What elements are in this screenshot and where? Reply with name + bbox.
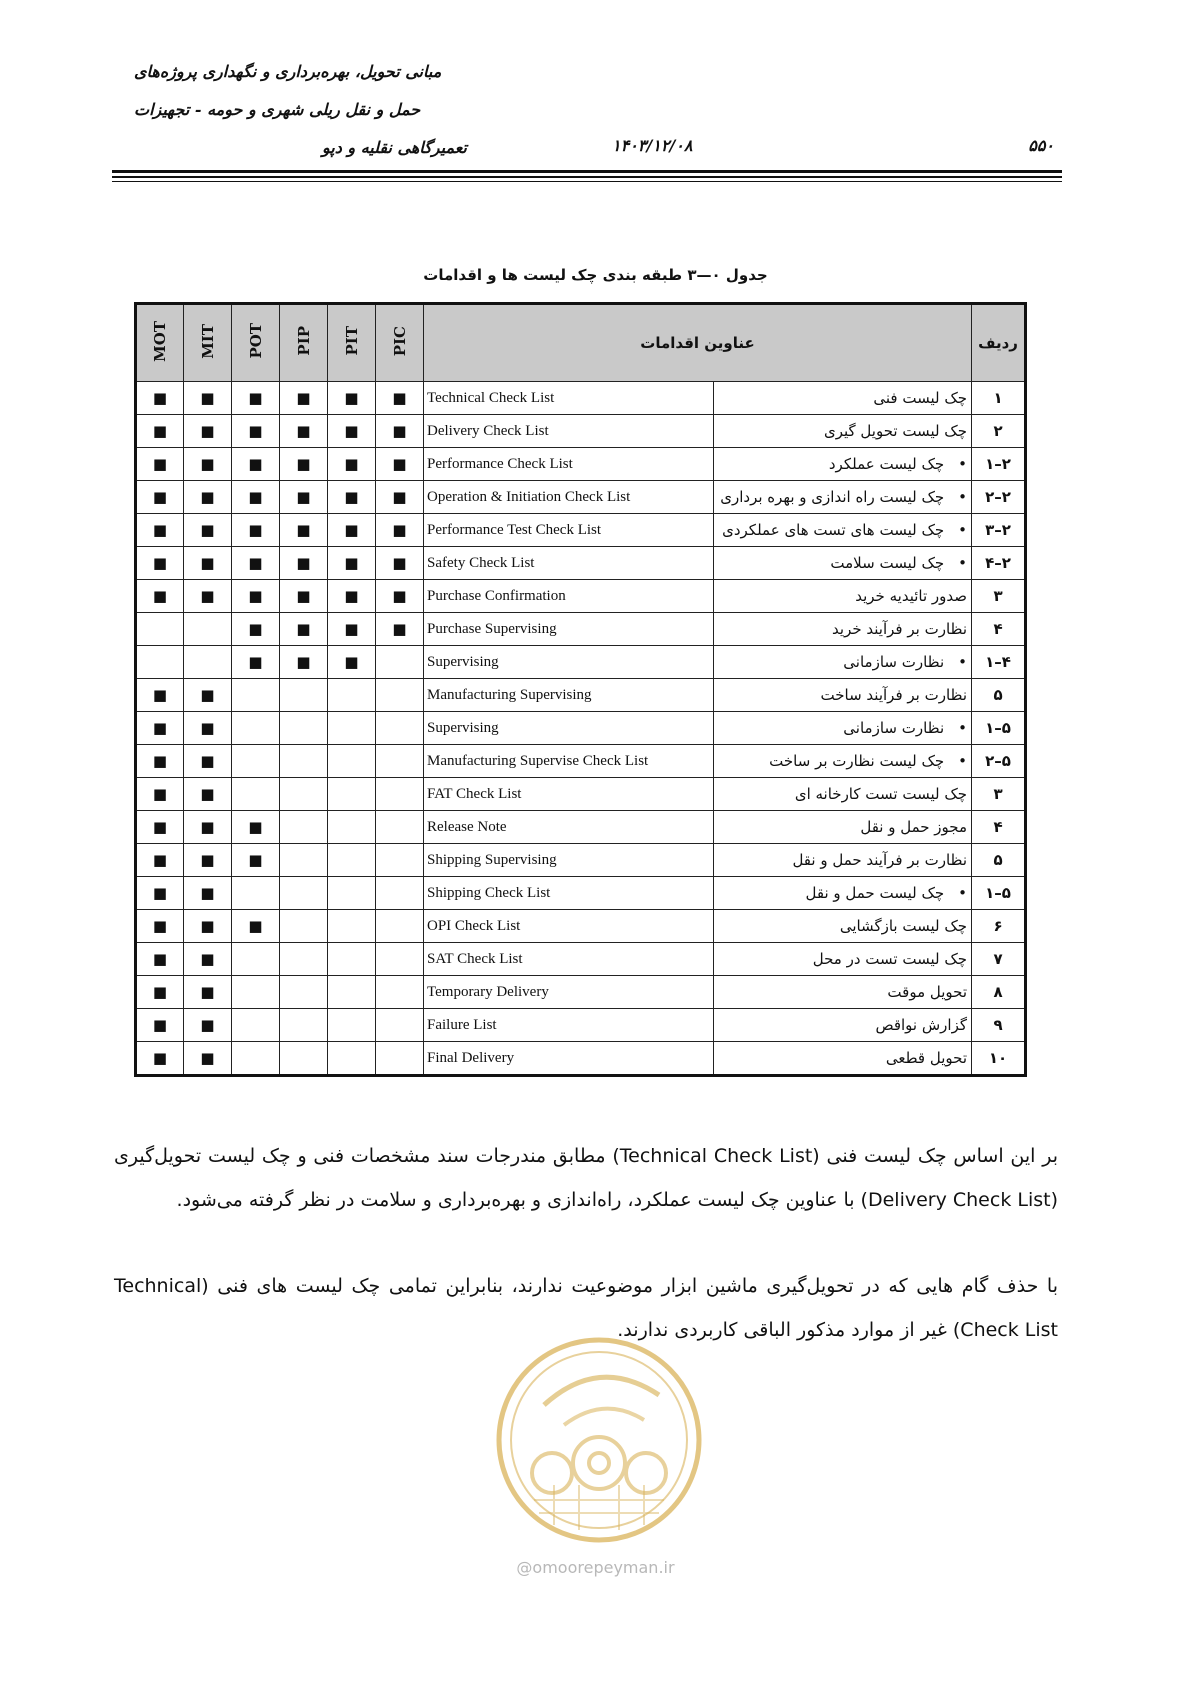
table-row bbox=[136, 811, 1026, 844]
header-rule-thin bbox=[112, 176, 1062, 178]
mark-cell-pic bbox=[376, 679, 424, 712]
mark-cell-pic bbox=[376, 712, 424, 745]
table-caption: جدول ۰—۳ طبقه بندی چک لیست ها و اقدامات bbox=[423, 266, 768, 284]
page-number: ۵۵۰ bbox=[1028, 136, 1054, 155]
action-name-fa bbox=[714, 943, 972, 976]
bullet-icon: • bbox=[958, 752, 968, 770]
action-name-fa bbox=[714, 910, 972, 943]
bullet-icon: • bbox=[958, 554, 968, 572]
action-name-en: Failure List bbox=[424, 1009, 714, 1042]
mark-cell-mit: ■ bbox=[184, 580, 232, 613]
action-label-fa: چک لیست تست در محل bbox=[812, 950, 968, 968]
table-row bbox=[136, 877, 1026, 910]
mark-cell-pit: ■ bbox=[328, 580, 376, 613]
table-row bbox=[136, 448, 1026, 481]
mark-cell-mot: ■ bbox=[136, 514, 184, 547]
table-row bbox=[136, 646, 1026, 679]
mark-cell-pip: ■ bbox=[280, 547, 328, 580]
row-number: ۴–۱ bbox=[972, 646, 1026, 679]
row-number: ۱۰ bbox=[972, 1042, 1026, 1076]
mark-cell-mit: ■ bbox=[184, 679, 232, 712]
action-name-en: Performance Check List bbox=[424, 448, 714, 481]
mark-cell-pic bbox=[376, 1009, 424, 1042]
mark-cell-pot bbox=[232, 877, 280, 910]
action-name-en: Supervising bbox=[424, 712, 714, 745]
checklist-table bbox=[134, 302, 1027, 1077]
mark-cell-mot: ■ bbox=[136, 1009, 184, 1042]
mark-cell-pic: ■ bbox=[376, 382, 424, 415]
action-label-fa: مجوز حمل و نقل bbox=[860, 818, 968, 836]
mark-cell-pot bbox=[232, 1042, 280, 1076]
mark-cell-pip bbox=[280, 844, 328, 877]
seal-stamp bbox=[494, 1335, 704, 1545]
bullet-icon: • bbox=[958, 884, 968, 902]
table-row bbox=[136, 679, 1026, 712]
mark-cell-mit: ■ bbox=[184, 382, 232, 415]
mark-cell-pip: ■ bbox=[280, 613, 328, 646]
table-row bbox=[136, 745, 1026, 778]
mark-cell-pic bbox=[376, 844, 424, 877]
row-number: ۲–۲ bbox=[972, 481, 1026, 514]
row-number: ۲–۳ bbox=[972, 514, 1026, 547]
mark-cell-mit: ■ bbox=[184, 844, 232, 877]
mark-cell-mit: ■ bbox=[184, 976, 232, 1009]
bullet-icon: • bbox=[958, 521, 968, 539]
row-number: ۲–۱ bbox=[972, 448, 1026, 481]
mark-cell-mit bbox=[184, 613, 232, 646]
row-number: ۸ bbox=[972, 976, 1026, 1009]
mark-cell-pip bbox=[280, 910, 328, 943]
row-number: ۵–۲ bbox=[972, 745, 1026, 778]
action-label-fa: تحویل قطعی bbox=[885, 1049, 968, 1067]
mark-cell-pot: ■ bbox=[232, 481, 280, 514]
action-name-fa bbox=[714, 778, 972, 811]
row-number: ۲–۴ bbox=[972, 547, 1026, 580]
page-header bbox=[112, 56, 1062, 186]
mark-cell-pot: ■ bbox=[232, 613, 280, 646]
action-name-fa bbox=[714, 448, 972, 481]
mark-cell-mot bbox=[136, 613, 184, 646]
table-row bbox=[136, 844, 1026, 877]
mark-cell-pip bbox=[280, 745, 328, 778]
mark-cell-mot: ■ bbox=[136, 910, 184, 943]
action-label-fa: گزارش نواقص bbox=[875, 1016, 968, 1034]
mark-cell-pic: ■ bbox=[376, 514, 424, 547]
action-name-en: Temporary Delivery bbox=[424, 976, 714, 1009]
mark-cell-mit: ■ bbox=[184, 547, 232, 580]
mark-cell-pip bbox=[280, 679, 328, 712]
mark-cell-pot: ■ bbox=[232, 580, 280, 613]
table-header-row bbox=[136, 304, 1026, 382]
mark-cell-mit: ■ bbox=[184, 481, 232, 514]
table-row bbox=[136, 481, 1026, 514]
col-header-mot: MOT bbox=[136, 304, 184, 382]
mark-cell-pot bbox=[232, 943, 280, 976]
action-name-fa bbox=[714, 844, 972, 877]
mark-cell-pic bbox=[376, 811, 424, 844]
mark-cell-pic bbox=[376, 1042, 424, 1076]
action-name-fa bbox=[714, 811, 972, 844]
mark-cell-pic: ■ bbox=[376, 547, 424, 580]
header-title-line-3: تعمیرگاهی نقلیه و دپو bbox=[322, 138, 467, 157]
table-row bbox=[136, 415, 1026, 448]
col-header-pip: PIP bbox=[280, 304, 328, 382]
action-name-fa bbox=[714, 514, 972, 547]
table-row bbox=[136, 1009, 1026, 1042]
mark-cell-mit: ■ bbox=[184, 415, 232, 448]
mark-cell-pot: ■ bbox=[232, 646, 280, 679]
action-name-en: Purchase Confirmation bbox=[424, 580, 714, 613]
action-label-fa: نظارت بر فرآیند ساخت bbox=[820, 686, 968, 704]
action-label-fa: چک لیست های تست های عملکردی bbox=[722, 521, 945, 539]
row-number: ۴ bbox=[972, 811, 1026, 844]
action-label-fa: چک لیست سلامت bbox=[830, 554, 945, 572]
mark-cell-mit: ■ bbox=[184, 745, 232, 778]
mark-cell-mot: ■ bbox=[136, 844, 184, 877]
mark-cell-pot: ■ bbox=[232, 844, 280, 877]
action-label-fa: چک لیست عملکرد bbox=[828, 455, 945, 473]
mark-cell-pot: ■ bbox=[232, 382, 280, 415]
row-number: ۲ bbox=[972, 415, 1026, 448]
row-number: ۳ bbox=[972, 580, 1026, 613]
mark-cell-pic bbox=[376, 976, 424, 1009]
mark-cell-pip bbox=[280, 943, 328, 976]
mark-cell-mot bbox=[136, 646, 184, 679]
mark-cell-mot: ■ bbox=[136, 481, 184, 514]
action-name-en: Delivery Check List bbox=[424, 415, 714, 448]
mark-cell-mot: ■ bbox=[136, 415, 184, 448]
action-name-fa bbox=[714, 382, 972, 415]
table-row bbox=[136, 1042, 1026, 1076]
col-header-pot: POT bbox=[232, 304, 280, 382]
mark-cell-mit: ■ bbox=[184, 910, 232, 943]
table-row bbox=[136, 547, 1026, 580]
mark-cell-pot: ■ bbox=[232, 910, 280, 943]
mark-cell-mit bbox=[184, 646, 232, 679]
mark-cell-mit: ■ bbox=[184, 877, 232, 910]
mark-cell-mot: ■ bbox=[136, 712, 184, 745]
mark-cell-mit: ■ bbox=[184, 514, 232, 547]
action-name-fa bbox=[714, 580, 972, 613]
mark-cell-pic bbox=[376, 745, 424, 778]
header-date: ۱۴۰۳/۱۲/۰۸ bbox=[612, 136, 693, 155]
row-number: ۶ bbox=[972, 910, 1026, 943]
row-number: ۵ bbox=[972, 679, 1026, 712]
bullet-icon: • bbox=[958, 719, 968, 737]
mark-cell-pit: ■ bbox=[328, 514, 376, 547]
header-rule-thin-2 bbox=[112, 181, 1062, 182]
mark-cell-pit bbox=[328, 943, 376, 976]
action-name-fa bbox=[714, 415, 972, 448]
mark-cell-pic: ■ bbox=[376, 448, 424, 481]
mark-cell-pip bbox=[280, 1042, 328, 1076]
mark-cell-mot: ■ bbox=[136, 976, 184, 1009]
mark-cell-mit: ■ bbox=[184, 943, 232, 976]
body-paragraph-2: با حذف گام هایی که در تحویل‌گیری ماشین ابزار موضوعیت ندارند، بنابراین تمامی چک لیست های فنی (Technical Check List) غیر از موارد مذکور الباقی کاربردی ندارند. bbox=[114, 1275, 1058, 1341]
mark-cell-pit: ■ bbox=[328, 547, 376, 580]
action-label-fa: نظارت بر فرآیند حمل و نقل bbox=[792, 851, 968, 869]
action-name-en: Release Note bbox=[424, 811, 714, 844]
action-label-fa: صدور تائیدیه خرید bbox=[855, 587, 968, 605]
mark-cell-pic bbox=[376, 778, 424, 811]
action-label-fa: نظارت سازمانی bbox=[843, 653, 945, 671]
mark-cell-pip bbox=[280, 1009, 328, 1042]
mark-cell-mit: ■ bbox=[184, 778, 232, 811]
mark-cell-pit: ■ bbox=[328, 646, 376, 679]
action-name-en: Final Delivery bbox=[424, 1042, 714, 1076]
row-number: ۵–۱ bbox=[972, 877, 1026, 910]
action-label-fa: چک لیست فنی bbox=[873, 389, 968, 407]
action-label-fa: تحویل موقت bbox=[887, 983, 968, 1001]
bullet-icon: • bbox=[958, 455, 968, 473]
mark-cell-pip: ■ bbox=[280, 481, 328, 514]
mark-cell-mit: ■ bbox=[184, 811, 232, 844]
action-label-fa: چک لیست تحویل گیری bbox=[823, 422, 968, 440]
action-name-en: Shipping Supervising bbox=[424, 844, 714, 877]
table-row bbox=[136, 910, 1026, 943]
col-header-pic: PIC bbox=[376, 304, 424, 382]
mark-cell-pit: ■ bbox=[328, 613, 376, 646]
mark-cell-mot: ■ bbox=[136, 745, 184, 778]
action-label-fa: چک لیست تست کارخانه ای bbox=[794, 785, 968, 803]
mark-cell-pic: ■ bbox=[376, 481, 424, 514]
action-name-fa bbox=[714, 877, 972, 910]
action-name-en: Purchase Supervising bbox=[424, 613, 714, 646]
mark-cell-pip bbox=[280, 811, 328, 844]
row-number: ۳ bbox=[972, 778, 1026, 811]
table-row bbox=[136, 976, 1026, 1009]
mark-cell-pit: ■ bbox=[328, 481, 376, 514]
table-row bbox=[136, 943, 1026, 976]
action-name-en: Supervising bbox=[424, 646, 714, 679]
action-label-fa: چک لیست حمل و نقل bbox=[805, 884, 945, 902]
mark-cell-pot bbox=[232, 712, 280, 745]
mark-cell-pic: ■ bbox=[376, 415, 424, 448]
action-name-en: Technical Check List bbox=[424, 382, 714, 415]
mark-cell-mot: ■ bbox=[136, 877, 184, 910]
action-name-en: FAT Check List bbox=[424, 778, 714, 811]
action-name-en: Shipping Check List bbox=[424, 877, 714, 910]
mark-cell-pot: ■ bbox=[232, 514, 280, 547]
action-name-fa bbox=[714, 613, 972, 646]
body-paragraph-1: بر این اساس چک لیست فنی (Technical Check List) مطابق مندرجات سند مشخصات فنی و چک لیست تحویل‌گیری (Delivery Check List) با عناوین چک لیست عملکرد، راه‌اندازی و بهره‌برداری و سلامت در نظر گرفته می‌شود. bbox=[114, 1145, 1058, 1211]
mark-cell-pot: ■ bbox=[232, 415, 280, 448]
mark-cell-pit bbox=[328, 976, 376, 1009]
action-name-en: Manufacturing Supervising bbox=[424, 679, 714, 712]
bullet-icon: • bbox=[958, 653, 968, 671]
action-name-fa bbox=[714, 976, 972, 1009]
row-number: ۱ bbox=[972, 382, 1026, 415]
table-row bbox=[136, 778, 1026, 811]
row-number: ۷ bbox=[972, 943, 1026, 976]
bullet-icon: • bbox=[958, 488, 968, 506]
mark-cell-pot bbox=[232, 778, 280, 811]
mark-cell-mot: ■ bbox=[136, 778, 184, 811]
mark-cell-pip bbox=[280, 712, 328, 745]
action-name-en: Manufacturing Supervise Check List bbox=[424, 745, 714, 778]
mark-cell-pit bbox=[328, 811, 376, 844]
watermark-url: @omoorepeyman.ir bbox=[516, 1558, 675, 1577]
mark-cell-pit bbox=[328, 712, 376, 745]
mark-cell-pot: ■ bbox=[232, 448, 280, 481]
mark-cell-mot: ■ bbox=[136, 580, 184, 613]
mark-cell-pic bbox=[376, 910, 424, 943]
mark-cell-pip bbox=[280, 877, 328, 910]
row-number: ۵–۱ bbox=[972, 712, 1026, 745]
action-name-fa bbox=[714, 679, 972, 712]
mark-cell-pic: ■ bbox=[376, 580, 424, 613]
mark-cell-pit bbox=[328, 1042, 376, 1076]
action-label-fa: نظارت بر فرآیند خرید bbox=[832, 620, 968, 638]
mark-cell-pit bbox=[328, 778, 376, 811]
mark-cell-pip bbox=[280, 778, 328, 811]
mark-cell-pic bbox=[376, 877, 424, 910]
mark-cell-pot bbox=[232, 1009, 280, 1042]
action-name-fa bbox=[714, 1042, 972, 1076]
mark-cell-mot: ■ bbox=[136, 1042, 184, 1076]
action-name-fa bbox=[714, 745, 972, 778]
action-label-fa: نظارت سازمانی bbox=[843, 719, 945, 737]
mark-cell-mot: ■ bbox=[136, 679, 184, 712]
col-header-pit: PIT bbox=[328, 304, 376, 382]
action-name-en: Performance Test Check List bbox=[424, 514, 714, 547]
row-number: ۵ bbox=[972, 844, 1026, 877]
mark-cell-pic bbox=[376, 646, 424, 679]
mark-cell-pip: ■ bbox=[280, 514, 328, 547]
mark-cell-mot: ■ bbox=[136, 448, 184, 481]
mark-cell-pot bbox=[232, 679, 280, 712]
mark-cell-pit: ■ bbox=[328, 415, 376, 448]
header-rule-thick bbox=[112, 170, 1062, 173]
mark-cell-pip: ■ bbox=[280, 382, 328, 415]
action-name-fa bbox=[714, 712, 972, 745]
mark-cell-pic: ■ bbox=[376, 613, 424, 646]
table-row bbox=[136, 382, 1026, 415]
table-row bbox=[136, 514, 1026, 547]
action-name-fa bbox=[714, 481, 972, 514]
mark-cell-pip: ■ bbox=[280, 448, 328, 481]
col-header-mit: MIT bbox=[184, 304, 232, 382]
row-number: ۹ bbox=[972, 1009, 1026, 1042]
mark-cell-mit: ■ bbox=[184, 1009, 232, 1042]
mark-cell-mit: ■ bbox=[184, 448, 232, 481]
mark-cell-pic bbox=[376, 943, 424, 976]
row-number: ۴ bbox=[972, 613, 1026, 646]
mark-cell-mot: ■ bbox=[136, 547, 184, 580]
mark-cell-pit: ■ bbox=[328, 382, 376, 415]
action-label-fa: چک لیست بازگشایی bbox=[839, 917, 968, 935]
mark-cell-mot: ■ bbox=[136, 382, 184, 415]
mark-cell-pot: ■ bbox=[232, 547, 280, 580]
col-header-row-number: ردیف bbox=[972, 304, 1026, 382]
table-row bbox=[136, 613, 1026, 646]
mark-cell-mot: ■ bbox=[136, 943, 184, 976]
mark-cell-pit: ■ bbox=[328, 448, 376, 481]
table-row bbox=[136, 712, 1026, 745]
mark-cell-pip: ■ bbox=[280, 580, 328, 613]
action-label-fa: چک لیست راه اندازی و بهره برداری bbox=[720, 488, 945, 506]
mark-cell-pip bbox=[280, 976, 328, 1009]
mark-cell-pit bbox=[328, 679, 376, 712]
col-header-actions: عناوین اقدامات bbox=[424, 304, 972, 382]
mark-cell-mot: ■ bbox=[136, 811, 184, 844]
action-name-en: Safety Check List bbox=[424, 547, 714, 580]
mark-cell-pit bbox=[328, 877, 376, 910]
header-title-line-2: حمل و نقل ریلی شهری و حومه - تجهیزات bbox=[134, 100, 421, 119]
action-name-fa bbox=[714, 547, 972, 580]
mark-cell-pit bbox=[328, 910, 376, 943]
mark-cell-pot: ■ bbox=[232, 811, 280, 844]
action-name-fa bbox=[714, 646, 972, 679]
mark-cell-pip: ■ bbox=[280, 646, 328, 679]
mark-cell-pit bbox=[328, 745, 376, 778]
header-title-line-1: مبانی تحویل، بهره‌برداری و نگهداری پروژه‌های bbox=[134, 62, 442, 81]
action-label-fa: چک لیست نظارت بر ساخت bbox=[769, 752, 945, 770]
mark-cell-pit bbox=[328, 844, 376, 877]
action-name-fa bbox=[714, 1009, 972, 1042]
mark-cell-pot bbox=[232, 976, 280, 1009]
action-name-en: Operation & Initiation Check List bbox=[424, 481, 714, 514]
mark-cell-pit bbox=[328, 1009, 376, 1042]
mark-cell-pot bbox=[232, 745, 280, 778]
mark-cell-mit: ■ bbox=[184, 1042, 232, 1076]
mark-cell-mit: ■ bbox=[184, 712, 232, 745]
action-name-en: SAT Check List bbox=[424, 943, 714, 976]
table-row bbox=[136, 580, 1026, 613]
action-name-en: OPI Check List bbox=[424, 910, 714, 943]
mark-cell-pip: ■ bbox=[280, 415, 328, 448]
